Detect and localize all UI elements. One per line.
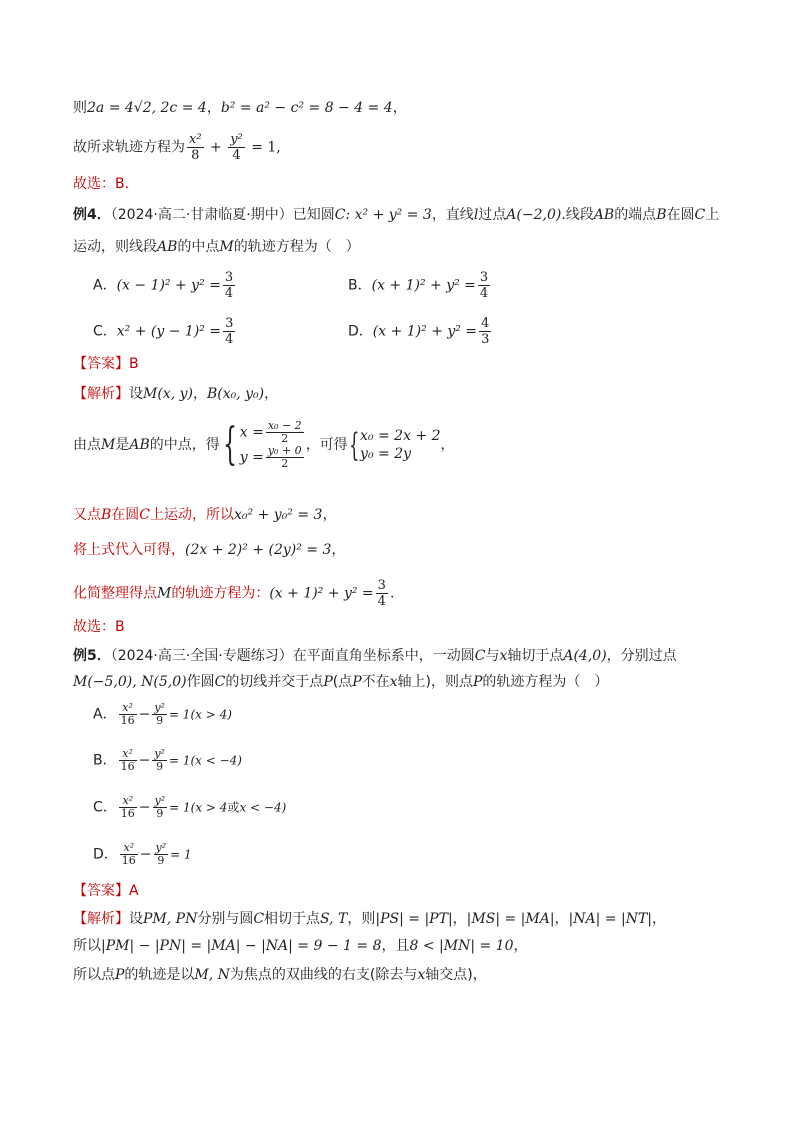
solution-label: 【解析】 <box>73 386 129 402</box>
solution-label: 【解析】 <box>73 911 129 927</box>
text: 分别与圆 <box>197 911 254 927</box>
text: 轴交点)， <box>425 967 487 983</box>
solution-4-system <box>73 420 455 470</box>
text: ， <box>264 386 279 402</box>
option-a[interactable] <box>93 270 237 301</box>
fraction <box>154 842 169 867</box>
math: = 1 <box>170 847 192 862</box>
math: (x + 1)² + y² = <box>269 585 374 602</box>
math: PM, PN <box>143 911 198 927</box>
numerator: 3 <box>479 270 489 285</box>
math: − <box>138 752 151 769</box>
math: S, T <box>320 911 348 927</box>
denominator: 9 <box>156 760 164 773</box>
text: ， <box>392 100 407 116</box>
denominator: 16 <box>120 760 135 773</box>
solution-4-line-1 <box>73 384 278 404</box>
math: y = <box>239 449 264 466</box>
fraction <box>266 445 304 470</box>
text: （2024·高二·甘肃临夏·期中）已知圆 <box>110 207 335 223</box>
math: AB <box>157 239 178 255</box>
denominator: 16 <box>121 854 136 867</box>
example-4-line-2 <box>73 237 360 257</box>
text: ， <box>322 507 337 523</box>
text: 或 <box>227 800 240 815</box>
math: C <box>694 207 706 223</box>
text: 的轨迹方程为（ ） <box>482 674 609 690</box>
fraction <box>152 702 167 727</box>
text: 又点 <box>73 507 101 523</box>
option-c[interactable] <box>93 316 237 347</box>
math: |NA| = |NT| <box>568 911 652 927</box>
math: M <box>219 239 234 255</box>
option-label: B． <box>348 277 372 294</box>
math: P <box>352 674 362 690</box>
text: 设 <box>129 386 143 402</box>
left-brace: { <box>348 426 359 464</box>
fraction <box>223 270 235 301</box>
text: ，直线 <box>431 207 474 223</box>
math: = <box>251 139 263 156</box>
denominator: 16 <box>120 807 135 820</box>
solution-5-line-3 <box>73 965 487 985</box>
line-3: 故选：B. <box>73 176 130 192</box>
text: 不在 <box>361 674 390 690</box>
math: = 1(x > 4) <box>168 707 232 722</box>
choose-4: 故选：B <box>73 619 125 635</box>
equation-system <box>360 427 440 463</box>
math: P <box>115 967 125 983</box>
example-label: 例4． <box>73 207 111 223</box>
numerator: 3 <box>224 270 234 285</box>
solution-4-line-3 <box>73 505 336 525</box>
fraction <box>119 748 137 773</box>
text: （2024·高三·全国·专题练习）在平面直角坐标系中，一动圆 <box>110 648 475 664</box>
text: 运动，则线段 <box>73 239 157 255</box>
denominator: 4 <box>479 286 489 301</box>
math: B <box>656 207 667 223</box>
fraction <box>478 270 490 301</box>
numerator: x² <box>120 842 138 855</box>
text: 的中点，得 <box>149 437 220 453</box>
left-brace: { <box>222 419 237 470</box>
example-5-line-1 <box>73 646 677 666</box>
system-row <box>240 420 306 445</box>
math: AB <box>129 437 150 453</box>
numerator: y² <box>154 701 165 714</box>
math: x² + (y − 1)² = <box>116 323 222 340</box>
option-label: C． <box>93 323 117 340</box>
math: C <box>253 911 265 927</box>
math: M, N <box>194 967 230 983</box>
math: (x + 1)² + y² = <box>371 277 476 294</box>
numerator: y² <box>155 841 167 854</box>
fraction <box>223 316 235 347</box>
math: = 1(x < −4) <box>168 753 242 768</box>
option-label: B． <box>93 752 117 769</box>
option-d[interactable] <box>348 316 493 347</box>
math: − <box>138 799 151 816</box>
text: (点 <box>332 674 353 690</box>
numerator: y² <box>230 132 243 147</box>
numerator: y² <box>154 747 165 760</box>
text: ， <box>440 437 455 453</box>
math: − <box>139 846 152 863</box>
numerator: y² <box>154 794 166 807</box>
numerator: x₀ − 2 <box>267 419 302 432</box>
text: 的切线并交于点 <box>225 674 324 690</box>
text: ，分别过点 <box>606 648 677 664</box>
fraction <box>152 748 167 773</box>
option-c[interactable] <box>93 795 286 820</box>
text: ， <box>452 911 467 927</box>
math: x <box>389 674 398 690</box>
text: ， <box>652 911 666 927</box>
math: P <box>473 674 483 690</box>
text: 则 <box>73 100 87 116</box>
math: x <box>499 648 508 664</box>
system-row <box>240 445 306 470</box>
denominator: 4 <box>224 286 234 301</box>
text: 化简整理得点 <box>73 585 157 602</box>
numerator: x² <box>189 132 202 147</box>
numerator: y₀ + 0 <box>267 444 302 457</box>
solution-4-line-4 <box>73 540 345 560</box>
solution-5-line-2 <box>73 936 528 956</box>
denominator: 9 <box>156 807 164 820</box>
text: 与 <box>485 648 500 664</box>
answer-5: 【答案】A <box>73 883 139 899</box>
numerator: x² <box>119 748 137 761</box>
text: 轴切于点 <box>507 648 564 664</box>
math: B(x₀, y₀) <box>206 386 265 402</box>
math: (2x + 2)² + (2y)² = 3 <box>185 542 332 558</box>
text: 的中点 <box>177 239 220 255</box>
denominator: 8 <box>191 148 200 163</box>
math: = 1(x > 4 <box>169 800 228 815</box>
text: ，且 <box>381 938 410 954</box>
numerator: 3 <box>225 316 234 331</box>
text: 上 <box>705 207 720 223</box>
math: A(4,0) <box>563 648 607 664</box>
math: P <box>323 674 333 690</box>
math: |PM| − |PN| = |MA| − |NA| = 9 − 1 = 8 <box>101 938 382 954</box>
option-b[interactable] <box>93 748 242 773</box>
math: + <box>210 139 222 156</box>
text: ， <box>554 911 569 927</box>
math: M(x, y) <box>143 386 193 402</box>
text: 过点 <box>478 207 507 223</box>
fraction <box>119 795 137 820</box>
example-4-line-1 <box>73 205 719 225</box>
option-label: D． <box>348 323 373 340</box>
math: |PS| = |PT| <box>375 911 453 927</box>
example-label: 例5． <box>73 648 111 664</box>
text: ， <box>206 100 221 116</box>
math: C <box>139 507 151 523</box>
denominator: 16 <box>120 714 135 727</box>
text: 轴上)，则点 <box>397 674 473 690</box>
text: 所以 <box>73 938 101 954</box>
system-row: x₀ = 2x + 2 <box>360 428 441 444</box>
math: 8 < |MN| = 10 <box>409 938 514 954</box>
text: 故所求轨迹方程为 <box>73 139 185 156</box>
math: M <box>101 437 116 453</box>
text: 1, <box>267 139 281 156</box>
fraction <box>266 420 304 445</box>
math: C <box>214 674 226 690</box>
denominator: 2 <box>281 432 289 445</box>
text: 的端点 <box>614 207 657 223</box>
system-row: y₀ = 2y <box>360 446 412 462</box>
math: x < −4) <box>239 800 287 815</box>
solution-5-line-1 <box>73 909 666 929</box>
math: b² = a² − c² = 8 − 4 = 4 <box>220 100 393 116</box>
fraction <box>228 132 245 163</box>
answer-4: 【答案】B <box>73 356 139 372</box>
math: C <box>474 648 486 664</box>
text: 的轨迹方程为： <box>171 585 270 602</box>
option-label: D． <box>93 846 118 863</box>
denominator: 2 <box>281 457 289 470</box>
fraction <box>479 316 491 347</box>
example-5-line-2 <box>73 672 608 692</box>
text: ， <box>192 386 207 402</box>
text: 设 <box>129 911 143 927</box>
fraction <box>120 842 138 867</box>
text: . <box>389 585 395 602</box>
math: M <box>157 585 172 602</box>
fraction <box>119 702 137 727</box>
denominator: 3 <box>481 332 490 347</box>
line-1 <box>73 98 407 118</box>
denominator: 4 <box>232 148 241 163</box>
text: 作圆 <box>186 674 215 690</box>
math: x <box>417 967 426 983</box>
text: ，可得 <box>305 437 348 453</box>
text: .线段 <box>561 207 594 223</box>
text: 为焦点的双曲线的右支(除去与 <box>229 967 418 983</box>
denominator: 9 <box>157 854 165 867</box>
math: A(−2,0) <box>506 207 562 223</box>
denominator: 4 <box>377 594 386 609</box>
text: 的轨迹方程为（ ） <box>233 239 360 255</box>
text: 由点 <box>73 437 101 453</box>
fraction <box>376 578 388 609</box>
text: ，则 <box>347 911 376 927</box>
math: x₀² + y₀² = 3 <box>234 507 323 523</box>
option-label: A． <box>93 706 117 723</box>
option-label: C． <box>93 799 117 816</box>
option-a[interactable] <box>93 702 232 727</box>
solution-4-line-5 <box>73 578 394 609</box>
text: 在圆 <box>111 507 140 523</box>
text: ， <box>331 542 346 558</box>
option-label: A． <box>93 277 117 294</box>
text: 将上式代入可得， <box>73 542 185 558</box>
fraction <box>187 132 204 163</box>
text: 是 <box>115 437 130 453</box>
math: (x − 1)² + y² = <box>116 277 221 294</box>
math: x = <box>239 424 264 441</box>
math: AB <box>593 207 615 223</box>
math: l <box>473 207 479 223</box>
math: B <box>101 507 112 523</box>
text: 的轨迹是以 <box>124 967 195 983</box>
equation-system <box>240 420 306 470</box>
denominator: 4 <box>225 332 234 347</box>
text: 在圆 <box>666 207 695 223</box>
math: C: x² + y² = 3 <box>334 207 432 223</box>
math: |MS| = |MA| <box>466 911 555 927</box>
fraction <box>153 795 168 820</box>
text: 上运动，所以 <box>150 507 235 523</box>
numerator: x² <box>119 795 137 808</box>
text: ， <box>513 938 528 954</box>
numerator: 3 <box>377 578 386 593</box>
math: (x + 1)² + y² = <box>372 323 478 340</box>
math: − <box>138 706 151 723</box>
numerator: x² <box>119 702 137 715</box>
text: 所以点 <box>73 967 115 983</box>
numerator: 4 <box>481 316 490 331</box>
option-b[interactable] <box>348 270 492 301</box>
option-d[interactable] <box>93 842 192 867</box>
math: 2a = 4√2, 2c = 4 <box>87 100 207 116</box>
math: M(−5,0), N(5,0) <box>73 674 187 690</box>
text: 相切于点 <box>264 911 321 927</box>
line-2 <box>73 132 281 163</box>
denominator: 9 <box>156 714 164 727</box>
